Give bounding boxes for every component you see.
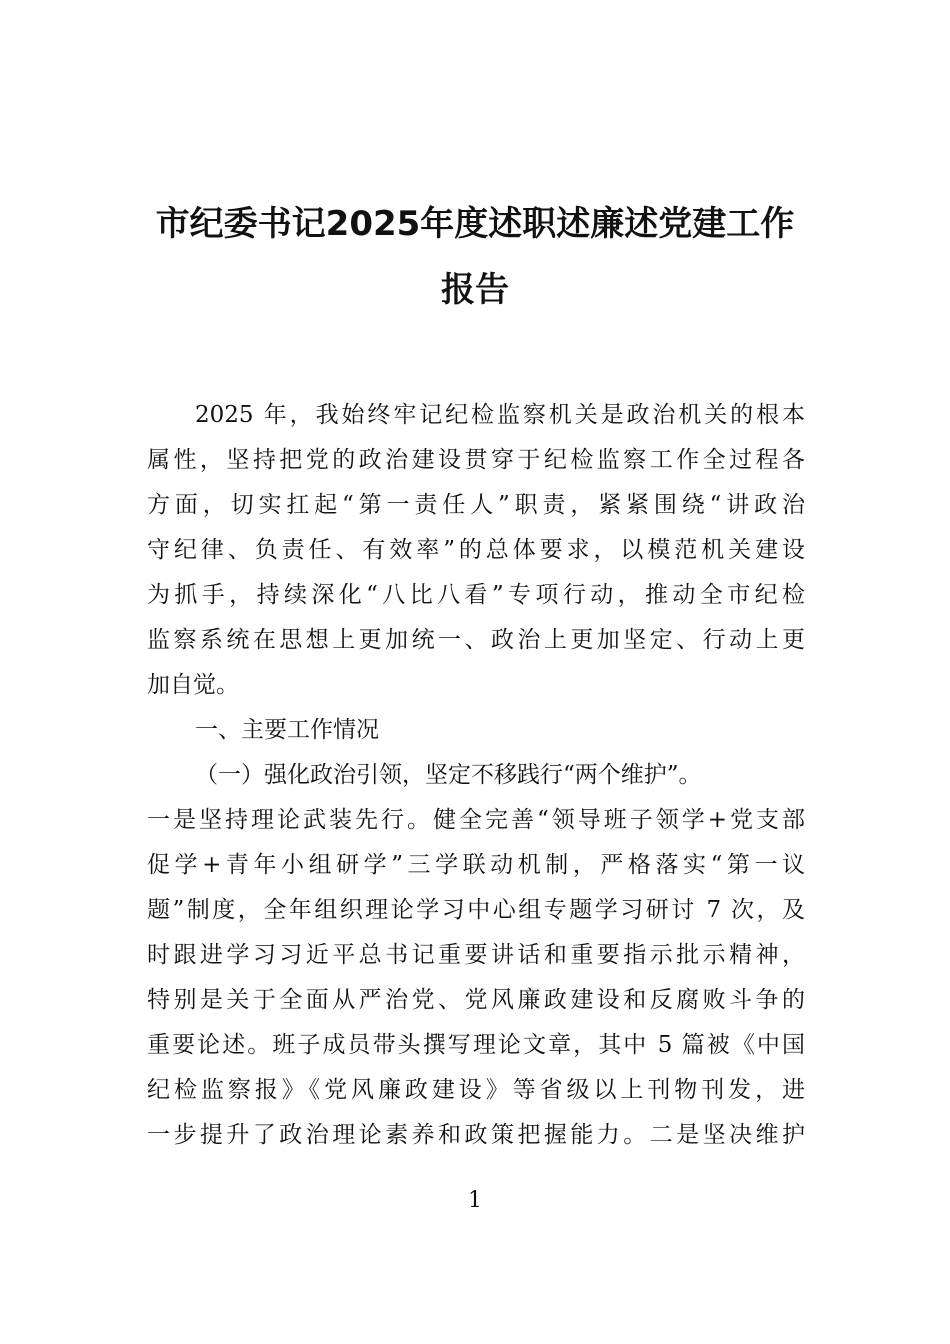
intro-line: 属性，坚持把党的政治建设贯穿于纪检监察工作全过程各 xyxy=(147,447,805,473)
intro-line: 方面，切实扛起“第一责任人”职责，紧紧围绕“讲政治 xyxy=(147,492,805,518)
body-line: 一是坚持理论武装先行。健全完善“领导班子领学+党支部 xyxy=(147,807,805,833)
body-line: 重要论述。班子成员带头撰写理论文章，其中 5 篇被《中国 xyxy=(147,1032,805,1058)
document-title-line-1: 市纪委书记2025年度述职述廉述党建工作 xyxy=(155,204,795,244)
intro-line: 为抓手，持续深化“八比八看”专项行动，推动全市纪检 xyxy=(147,582,805,608)
intro-line: 2025 年，我始终牢记纪检监察机关是政治机关的根本 xyxy=(195,402,805,428)
subsection-heading: （一）强化政治引领，坚定不移践行“两个维护”。 xyxy=(195,762,702,788)
section-heading: 一、主要工作情况 xyxy=(195,717,379,743)
body-line: 时跟进学习习近平总书记重要讲话和重要指示批示精神， xyxy=(147,942,805,968)
body-line: 特别是关于全面从严治党、党风廉政建设和反腐败斗争的 xyxy=(147,987,805,1013)
body-line: 纪检监察报》《党风廉政建设》等省级以上刊物刊发，进 xyxy=(147,1077,805,1103)
body-line: 题”制度，全年组织理论学习中心组专题学习研讨 7 次，及 xyxy=(147,897,805,923)
document-title-line-2: 报告 xyxy=(441,270,509,310)
page-number: 1 xyxy=(468,1188,482,1213)
intro-line: 加自觉。 xyxy=(147,672,239,698)
intro-line: 监察系统在思想上更加统一、政治上更加坚定、行动上更 xyxy=(147,627,805,653)
body-line: 一步提升了政治理论素养和政策把握能力。二是坚决维护 xyxy=(147,1122,805,1148)
intro-line: 守纪律、负责任、有效率”的总体要求，以模范机关建设 xyxy=(147,537,805,563)
body-line: 促学+青年小组研学”三学联动机制，严格落实“第一议 xyxy=(147,852,805,878)
